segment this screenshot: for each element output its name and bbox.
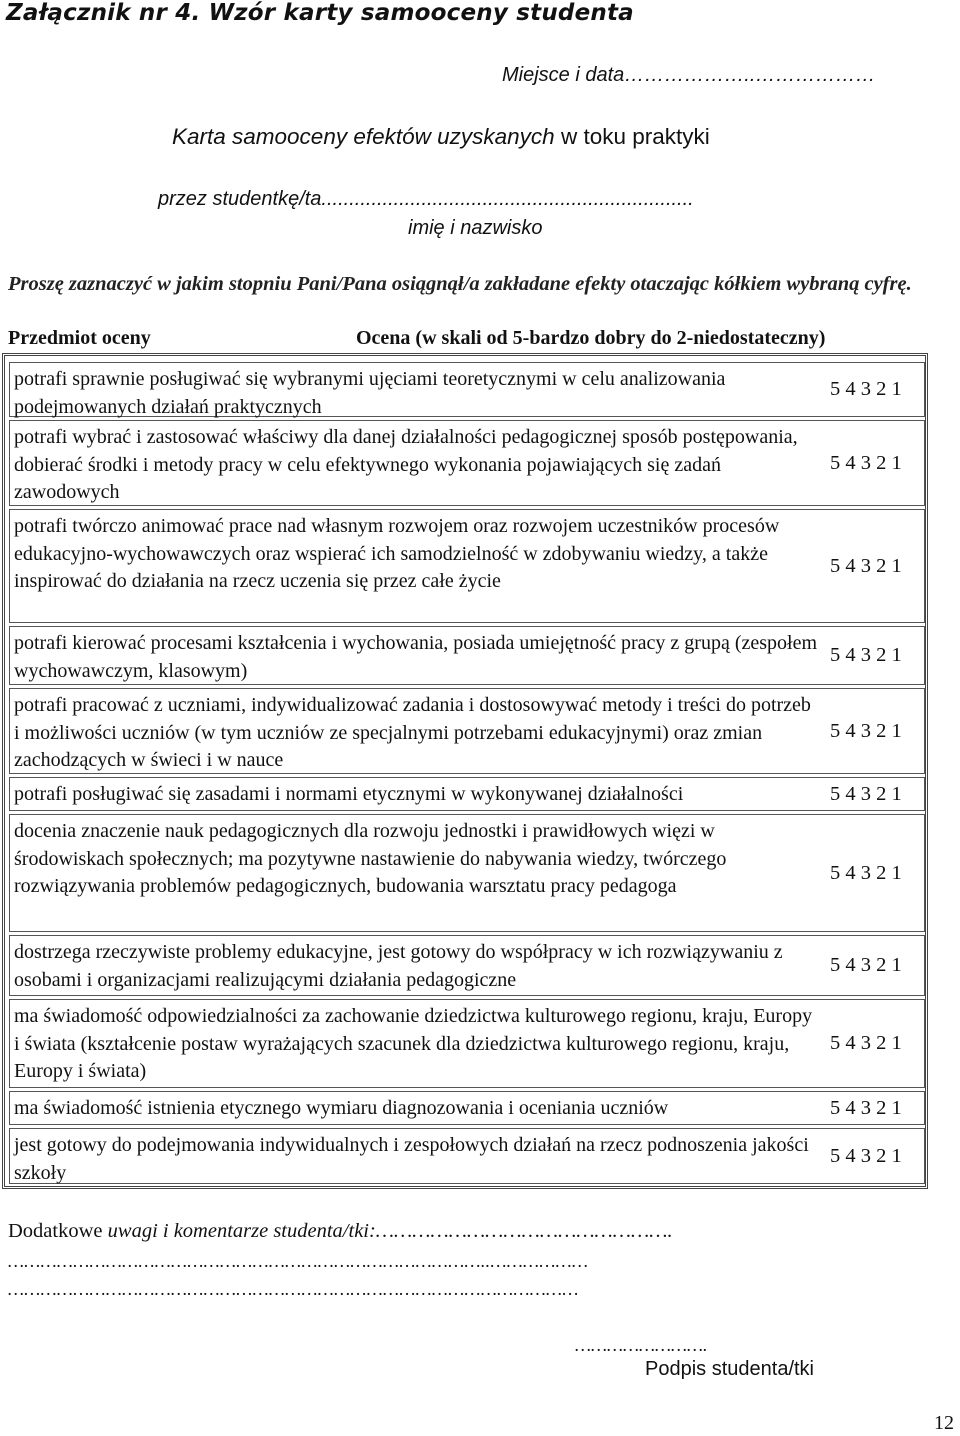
table-row: [9, 935, 925, 996]
table-row: [9, 814, 925, 932]
comments-label: Dodatkowe: [8, 1220, 108, 1242]
row-criterion: docenia znaczenie nauk pedagogicznych dla rozwoju jednostki i prawidłowych więzi w środowiskach społecznych; ma pozytywne nastawienie do nabywania wiedzy, twórczego rozwiązywania problemów pedagogicznych, budowania warsztatu pracy pedagoga: [14, 820, 727, 897]
row-criterion: potrafi wybrać i zastosować właściwy dla danej działalności pedagogicznej sposób postępowania, dobierać środki i metody pracy w celu efektywnego wykonania pojawiających się zadań zawodowych: [14, 426, 798, 503]
place-date-field: Miejsce i data………………..………………: [502, 64, 876, 86]
row-criterion: dostrzega rzeczywiste problemy edukacyjne, jest gotowy do współpracy w ich rozwiązywaniu z osobami i organizacjami realizującymi działania pedagogiczne: [14, 941, 783, 991]
table-row: [9, 626, 925, 685]
signature-line[interactable]: …………………….: [575, 1335, 708, 1355]
row-rating-scale[interactable]: 5 4 3 2 1: [830, 378, 902, 400]
row-criterion: potrafi twórczo animować prace nad własnym rozwojem oraz rozwojem uczestników procesów edukacyjno-wychowawczych oraz wspierać ich samodzielność w zdobywaniu wiedzy, a także inspirować do działania na rzecz uczenia się przez całe życie: [14, 515, 780, 592]
row-rating-scale[interactable]: 5 4 3 2 1: [830, 554, 902, 577]
row-criterion: jest gotowy do podejmowania indywidualnych i zespołowych działań na rzecz podnoszenia jakości szkoły: [14, 1134, 809, 1184]
comments-line-1[interactable]: ……………………………………………………………………………..………………: [8, 1251, 589, 1271]
table-row: [9, 688, 925, 774]
table-row: [9, 777, 925, 811]
row-rating-scale[interactable]: 5 4 3 2 1: [830, 719, 902, 742]
instruction-text: Proszę zaznaczyć w jakim stopniu Pani/Pana osiągnął/a zakładane efekty otaczając kółkiem wybraną cyfrę.: [8, 273, 912, 295]
table-row: [9, 362, 925, 417]
page-number: 12: [934, 1412, 954, 1434]
row-criterion: potrafi pracować z uczniami, indywidualizować zadania i dostosowywać metody i treści do potrzeb i możliwości uczniów (w tym uczniów ze specjalnymi potrzebami edukacyjnymi) oraz zmian zachodzących w świeci i w nauce: [14, 694, 811, 771]
self-assessment-table: [2, 353, 928, 1189]
signature-label: Podpis studenta/tki: [645, 1358, 814, 1380]
row-rating-scale[interactable]: 5 4 3 2 1: [830, 782, 902, 805]
row-rating-scale[interactable]: 5 4 3 2 1: [830, 954, 902, 976]
row-criterion: potrafi kierować procesami kształcenia i wychowania, posiada umiejętność pracy z grupą (zespołem wychowawczym, klasowym): [14, 632, 818, 682]
row-rating-scale[interactable]: 5 4 3 2 1: [830, 861, 902, 884]
comments-label-italic: uwagi i komentarze studenta/tki:………………………………………….: [107, 1220, 673, 1242]
column-header-subject: Przedmiot oceny: [8, 327, 151, 349]
card-title-rest: w toku praktyki: [554, 124, 710, 149]
row-rating-scale[interactable]: 5 4 3 2 1: [830, 1096, 902, 1119]
card-title-italic: Karta samooceny efektów uzyskanych: [172, 124, 555, 149]
row-rating-scale[interactable]: 5 4 3 2 1: [830, 1144, 902, 1167]
name-caption: imię i nazwisko: [408, 217, 543, 239]
table-row: [9, 509, 925, 623]
comments-line-2[interactable]: ……………………………………………………………………………………………: [8, 1279, 579, 1299]
row-criterion: potrafi posługiwać się zasadami i normami etycznymi w wykonywanej działalności: [14, 783, 684, 805]
row-criterion: potrafi sprawnie posługiwać się wybranymi ujęciami teoretycznymi w celu analizowania podejmowanych działań praktycznych: [14, 368, 726, 418]
table-row: [9, 999, 925, 1088]
column-header-rating: Ocena (w skali od 5-bardzo dobry do 2-niedostateczny): [356, 327, 826, 349]
row-criterion: ma świadomość odpowiedzialności za zachowanie dziedzictwa kulturowego regionu, kraju, Europy i świata (kształcenie postaw wyrażających szacunek dla dziedzictwa kulturowego regionu, kraju, Europy i świata): [14, 1005, 813, 1082]
row-criterion: ma świadomość istnienia etycznego wymiaru diagnozowania i oceniania uczniów: [14, 1097, 669, 1119]
table-row: [9, 1091, 925, 1125]
page-heading: Załącznik nr 4. Wzór karty samooceny studenta: [6, 0, 634, 26]
row-rating-scale[interactable]: 5 4 3 2 1: [830, 1032, 902, 1054]
row-rating-scale[interactable]: 5 4 3 2 1: [830, 451, 902, 474]
table-row: [9, 1128, 925, 1184]
card-title: [172, 124, 710, 150]
student-name-line: przez studentkę/ta...................................................................: [158, 188, 694, 210]
table-row: [9, 420, 925, 506]
row-rating-scale[interactable]: 5 4 3 2 1: [830, 644, 902, 666]
comments-field[interactable]: [8, 1220, 673, 1243]
